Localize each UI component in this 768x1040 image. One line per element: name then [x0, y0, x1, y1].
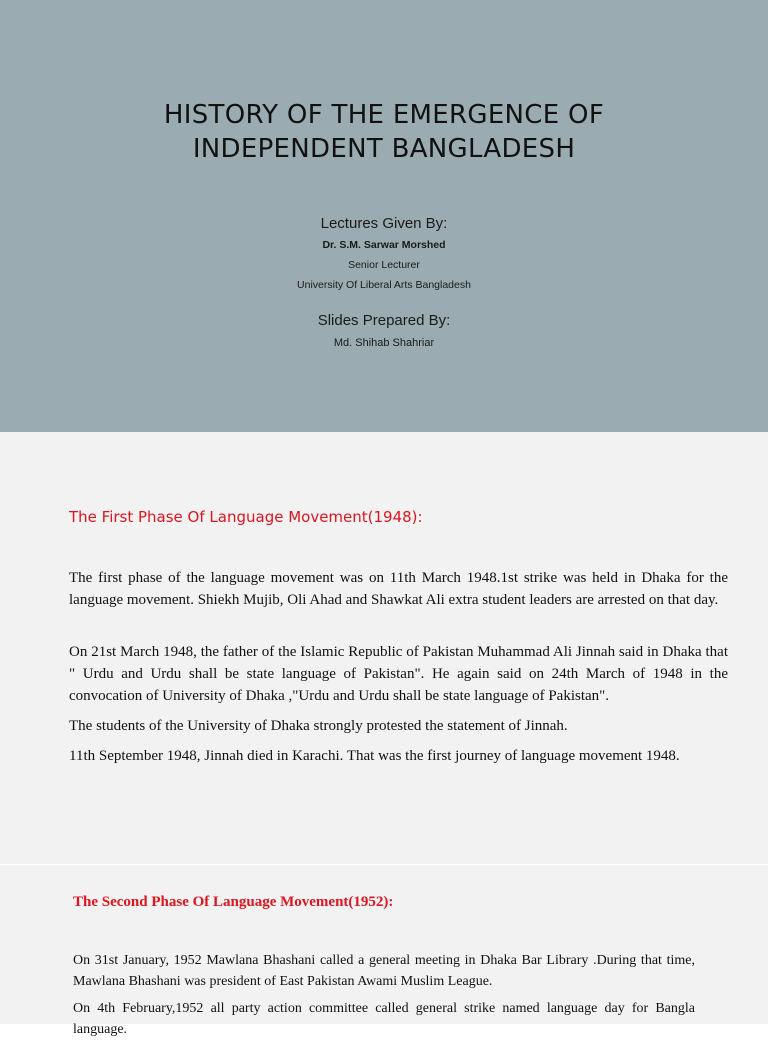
title-slide [0, 0, 768, 432]
lectures-heading: Lectures Given By: [320, 215, 448, 232]
paragraph: The students of the University of Dhaka strongly protested the statement of Jinnah. [69, 718, 568, 734]
paragraph: The first phase of the language movement was on 11th March 1948.1st strike was held in Dhaka for the language movement. Shiekh Mujib, Oli Ahad and Shawkat Ali extra student leaders are arrested on that day. [69, 570, 728, 608]
paragraph: On 31st January, 1952 Mawlana Bhashani called a general meeting in Dhaka Bar Library .During that time, Mawlana Bhashani was president of East Pakistan Awami Muslim League. [73, 953, 695, 989]
lecturer-name: Dr. S.M. Sarwar Morshed [322, 239, 446, 251]
paragraph: 11th September 1948, Jinnah died in Karachi. That was the first journey of language movement 1948. [69, 748, 680, 764]
lecturer-university: University Of Liberal Arts Bangladesh [297, 279, 471, 291]
title-line-2: INDEPENDENT BANGLADESH [192, 134, 576, 164]
presentation-title [0, 98, 768, 166]
slides-prepared-heading: Slides Prepared By: [317, 312, 451, 329]
second-phase-heading: The Second Phase Of Language Movement(1952): [73, 894, 394, 910]
paragraph: On 21st March 1948, the father of the Islamic Republic of Pakistan Muhammad Ali Jinnah said in Dhaka that " Urdu and Urdu shall be state language of Pakistan". He again said on 24th March of 1948 in the convocation of University of Dhaka ,"Urdu and Urdu shall be state language of Pakistan". [69, 644, 728, 704]
lecturer-role: Senior Lecturer [348, 259, 420, 271]
preparer-name: Md. Shihab Shahriar [333, 337, 435, 349]
first-phase-heading: The First Phase Of Language Movement(1948): [69, 508, 423, 526]
second-phase-slide [0, 865, 768, 1037]
paragraph: On 4th February,1952 all party action committee called general strike named language day for Bangla language. [73, 1001, 695, 1037]
first-phase-slide [0, 432, 768, 864]
title-line-1: HISTORY OF THE EMERGENCE OF [163, 100, 605, 130]
